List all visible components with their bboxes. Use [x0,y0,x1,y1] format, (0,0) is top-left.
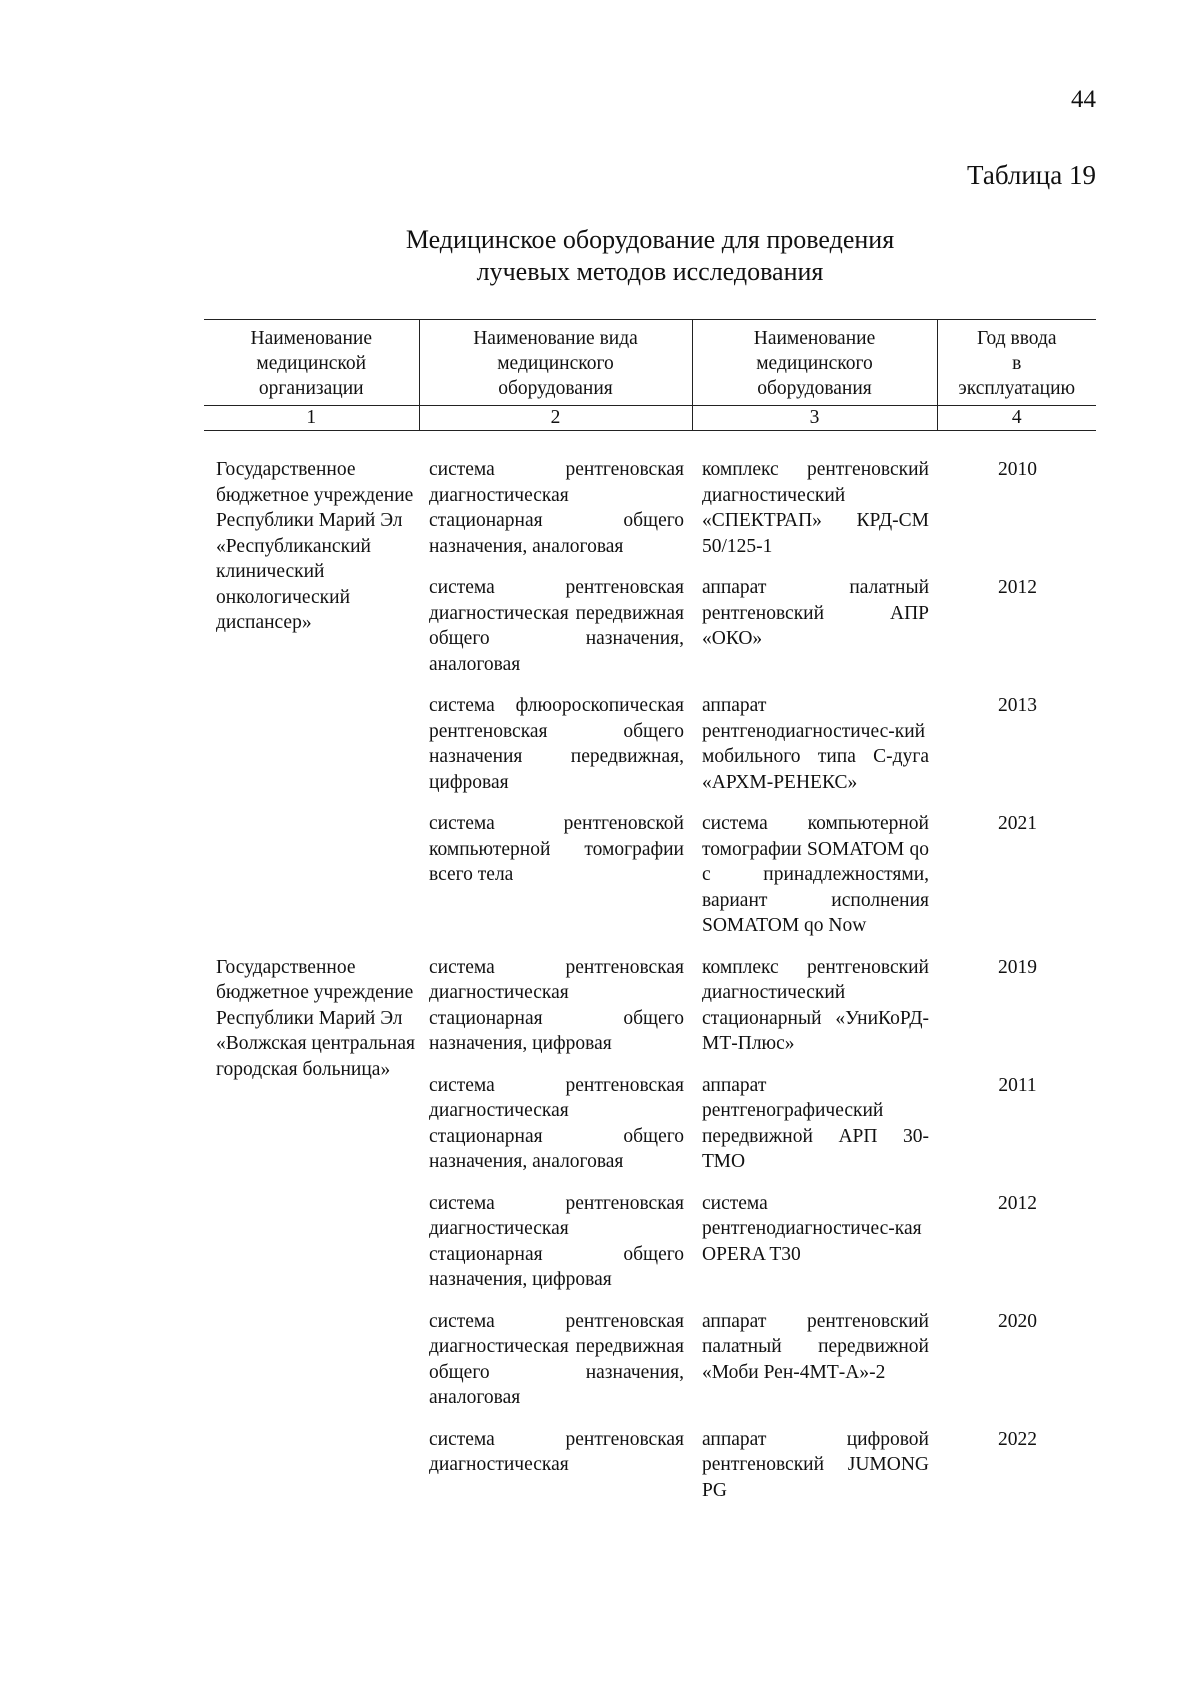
table-title [0,224,1200,288]
header-year: Год ввода в эксплуатацию [937,320,1096,406]
column-number: 3 [692,406,937,431]
equipment-name: система рентгенодиагностичес-кая OPERA T30 [702,1192,922,1265]
equipment-year: 2012 [998,577,1037,598]
header-organization: Наименование медицинской организации [204,320,419,406]
column-number-row [204,406,1096,431]
equipment-year: 2019 [998,956,1037,978]
equipment-name: аппарат рентгенодиагностичес-кий мобильного типа С-дуга «АРХМ-РЕНЕКС» [702,695,929,793]
equipment-type: система рентгеновская диагностическая передвижная общего назначения, аналоговая [429,1310,684,1408]
equipment-type: система флюороскопическая рентгеновская общего назначения передвижная, цифровая [429,695,684,793]
equipment-type: система рентгеновская диагностическая стационарная общего назначения, аналоговая [429,459,684,557]
equipment-year: 2011 [998,1074,1037,1096]
page-number: 44 [1071,86,1096,113]
header-equipment-name: Наименование медицинского оборудования [692,320,937,406]
equipment-name: система компьютерной томографии SOMATOM qo с принадлежностями, вариант исполнения SOMATOM qo Now [702,813,929,936]
equipment-name: комплекс рентгеновский диагностический «СПЕКТРАП» КРД-СМ 50/125-1 [702,459,929,557]
equipment-year: 2021 [998,813,1037,834]
equipment-name: аппарат палатный рентгеновский АПР «ОКО» [702,577,929,649]
equipment-year: 2012 [998,1192,1037,1214]
table-title-line: Медицинское оборудование для проведения [405,225,895,254]
equipment-name: аппарат рентгенографический передвижной АРП 30-ТМО [702,1074,929,1172]
table-label: Таблица 19 [967,160,1096,190]
equipment-year: 2020 [998,1310,1037,1332]
equipment-type: система рентгеновская диагностическая стационарная общего назначения, цифровая [429,956,684,1054]
equipment-table [204,319,1096,1503]
equipment-type: система рентгеновская диагностическая [429,1428,684,1475]
table-row [204,457,1096,575]
equipment-name: аппарат рентгеновский палатный передвижной «Моби Рен-4МТ-А»-2 [702,1310,929,1383]
equipment-year: 2022 [998,1428,1037,1450]
equipment-year: 2010 [998,459,1037,480]
equipment-type: система рентгеновская диагностическая стационарная общего назначения, аналоговая [429,1074,684,1172]
column-number: 2 [419,406,692,431]
table-row [204,955,1096,1073]
equipment-type: система рентгеновская диагностическая передвижная общего назначения, аналоговая [429,577,684,675]
equipment-year: 2013 [998,695,1037,716]
column-number: 4 [937,406,1096,431]
column-number: 1 [204,406,419,431]
table-header-row [204,320,1096,406]
equipment-name: аппарат цифровой рентгеновский JUMONG PG [702,1428,929,1501]
equipment-type: система рентгеновская диагностическая стационарная общего назначения, цифровая [429,1192,684,1290]
organization-name: Государственное бюджетное учреждение Республики Марий Эл «Волжская центральная городская больница» [216,956,415,1080]
equipment-name: комплекс рентгеновский диагностический стационарный «УниКоРД-МТ-Плюс» [702,956,929,1054]
table-title-line: лучевых методов исследования [476,257,824,286]
header-equipment-type: Наименование вида медицинского оборудования [419,320,692,406]
organization-name: Государственное бюджетное учреждение Республики Марий Эл «Республиканский клинический онкологический диспансер» [216,459,414,633]
equipment-table-wrapper [204,319,1096,1503]
equipment-type: система рентгеновской компьютерной томографии всего тела [429,813,684,885]
